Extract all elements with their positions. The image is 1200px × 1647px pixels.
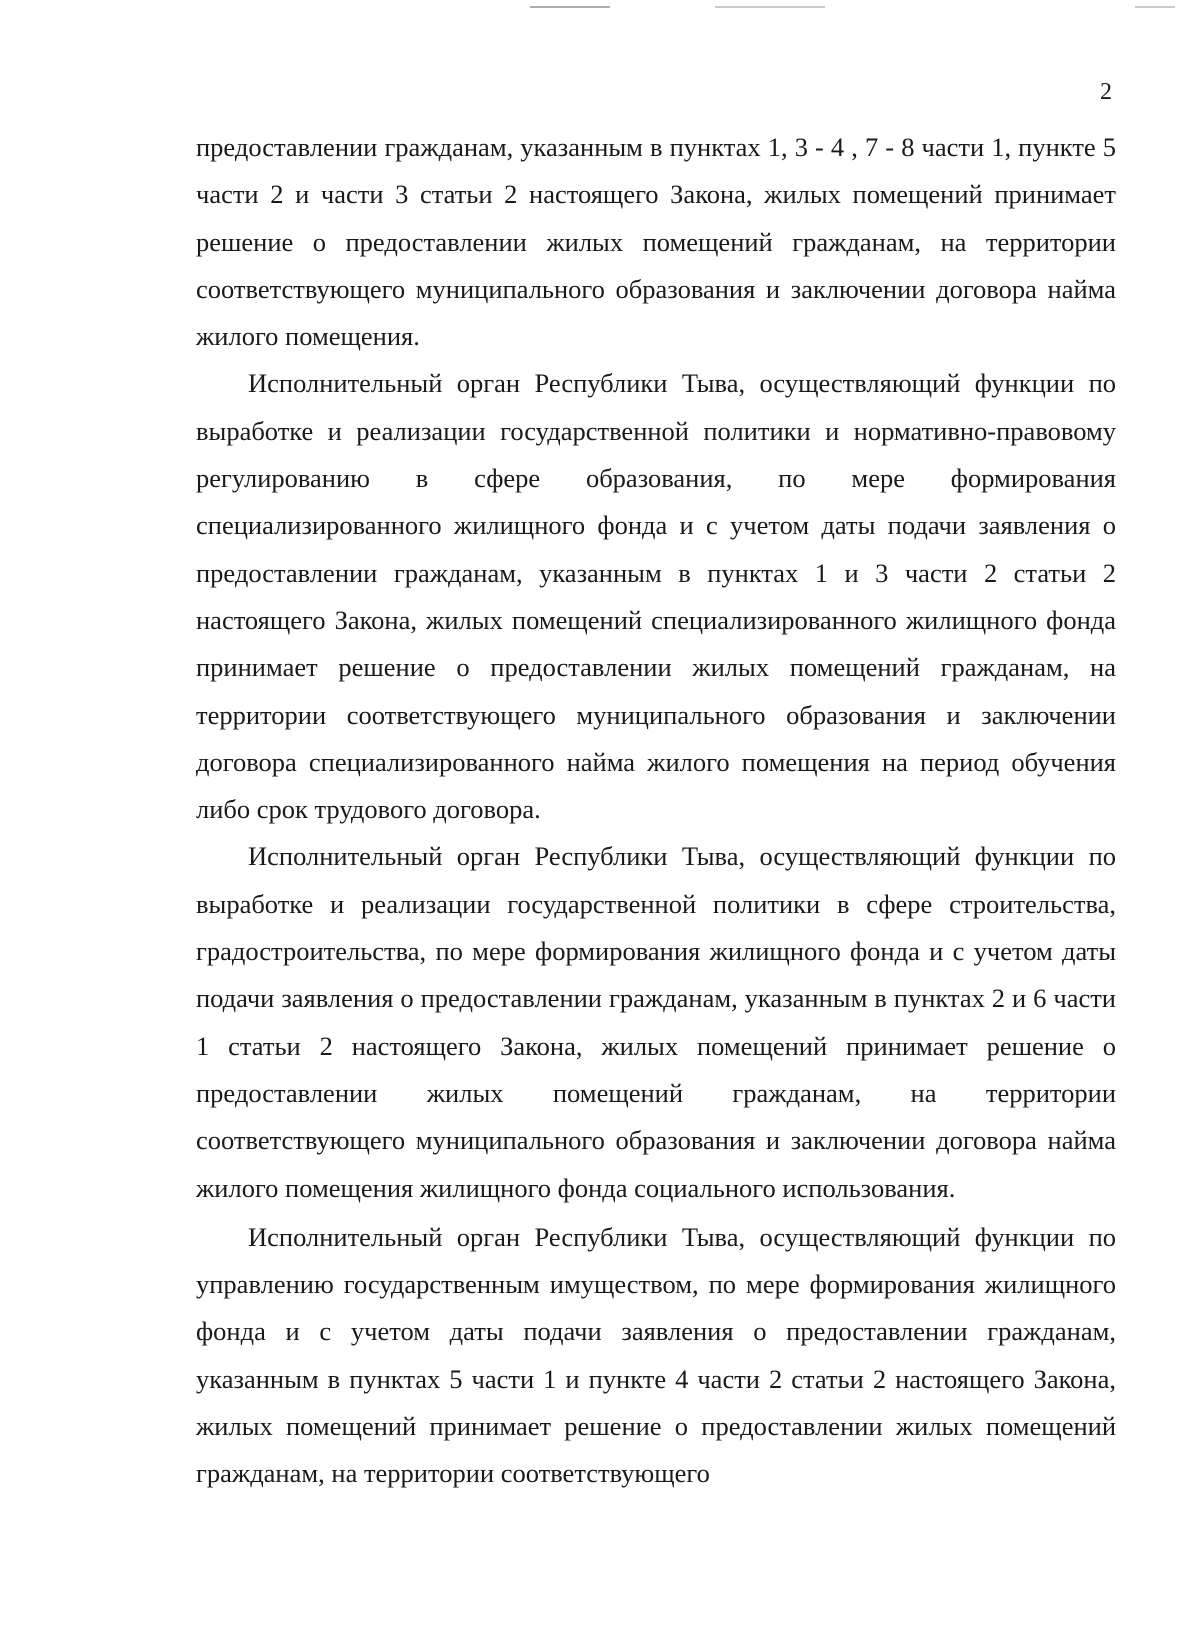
paragraph: предоставлении гражданам, указанным в пунктах 1, 3 - 4 , 7 - 8 части 1, пункте 5 части 2 и части 3 статьи 2 настоящего Закона, жилых помещений принимает решение о предоставлении жилых помещений гражданам, на территории соответствующего муниципального образования и заключении договора найма жилого помещения. (196, 132, 1116, 352)
paragraph: Исполнительный орган Республики Тыва, осуществляющий функции по управлению государственным имуществом, по мере формирования жилищного фонда и с учетом даты подачи заявления о предоставлении гражданам, указанным в пунктах 5 части 1 и пункте 4 части 2 статьи 2 настоящего Закона, жилых помещений принимает решение о предоставлении жилых помещений гражданам, на территории соответствующего (196, 1221, 1116, 1489)
paragraph: Исполнительный орган Республики Тыва, осуществляющий функции по выработке и реализации государственной политики в сфере строительства, градостроительства, по мере формирования жилищного фонда и с учетом даты подачи заявления о предоставлении гражданам, указанным в пунктах 2 и 6 части 1 статьи 2 настоящего Закона, жилых помещений принимает решение о предоставлении жилых помещений гражданам, на территории соответствующего муниципального образования и заключении договора найма жилого помещения жилищного фонда социального использования. (196, 841, 1116, 1203)
scan-artifact (715, 6, 825, 8)
document-body (196, 124, 1116, 1498)
scan-artifact (1135, 6, 1175, 8)
paragraph: Исполнительный орган Республики Тыва, осуществляющий функции по выработке и реализации государственной политики и нормативно-правовому регулированию в сфере образования, по мере формирования специализированного жилищного фонда и с учетом даты подачи заявления о предоставлении гражданам, указанным в пунктах 1 и 3 части 2 статьи 2 настоящего Закона, жилых помещений специализированного жилищного фонда принимает решение о предоставлении жилых помещений гражданам, на территории соответствующего муниципального образования и заключении договора специализированного найма жилого помещения на период обучения либо срок трудового договора. (196, 368, 1116, 825)
scan-artifact (530, 6, 610, 8)
page-number: 2 (1100, 79, 1112, 105)
